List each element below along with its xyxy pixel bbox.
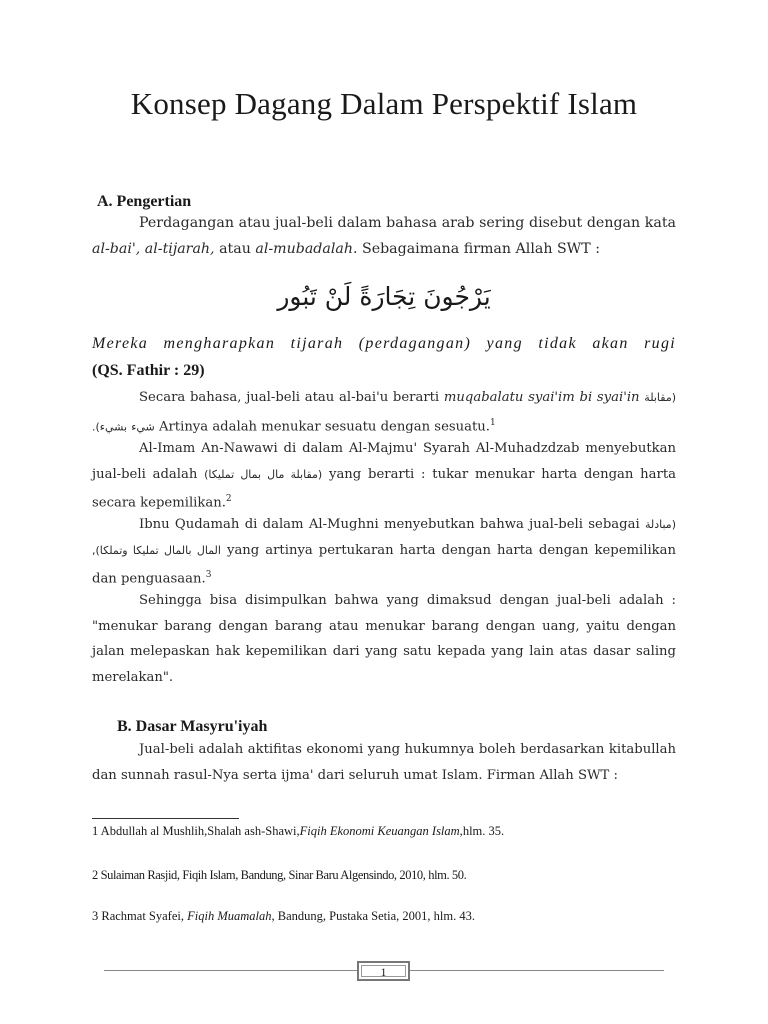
verse-translation: Mereka mengharapkan tijarah (perdagangan) yang tidak akan rugi (QS. Fathir : 29) — [92, 335, 676, 379]
page-title: Konsep Dagang Dalam Perspektif Islam — [130, 86, 638, 121]
page-number: 1 — [361, 965, 406, 977]
section-a-heading: A. Pengertian — [97, 193, 192, 210]
quran-verse-arabic: يَرْجُونَ تِجَارَةً لَنْ تَبُور — [277, 282, 491, 311]
section-a-paragraph-5: Sehingga bisa disimpulkan bahwa yang dimaksud dengan jual-beli adalah : "menukar barang dengan barang atau menukar barang dengan uang, yaitu dengan jalan melepaskan hak kepemilikan dari yang satu kepada yang lain atas dasar saling merelakan". — [92, 593, 676, 685]
section-b-paragraph-1: Jual-beli adalah aktifitas ekonomi yang hukumnya boleh berdasarkan kitabullah dan sunnah rasul-Nya serta ijma' dari seluruh umat Islam. Firman Allah SWT : — [92, 742, 676, 783]
section-a-paragraph-4: Ibnu Qudamah di dalam Al-Mughni menyebutkan bahwa jual-beli sebagai (مبادلة المال بالمال تمليكا وتملكا), yang artinya pertukaran harta dengan harta dengan kepemilikan dan penguasaan.$^3$ — [92, 517, 677, 587]
footnote-ref-1: 1 — [489, 417, 496, 428]
section-b-heading: B. Dasar Masyru'iyah — [117, 718, 268, 735]
footnote-1: 1 Abdullah al Mushlih,Shalah ash-Shawi,Fiqih Ekonomi Keuangan Islam,hlm. 35. — [92, 824, 505, 838]
footnote-ref-3: 3 — [205, 570, 212, 581]
footnote-2: 2 Sulaiman Rasjid, Fiqih Islam, Bandung, Sinar Baru Algensindo, 2010, hlm. 50. — [92, 868, 467, 882]
footnote-separator — [92, 818, 239, 819]
footnote-ref-2: 2 — [225, 494, 232, 505]
footnote-3: 3 Rachmat Syafei, Fiqih Muamalah, Bandung, Pustaka Setia, 2001, hlm. 43. — [92, 909, 475, 923]
section-a-paragraph-2: Secara bahasa, jual-beli atau al-bai'u berarti muqabalatu syai'im bi syai'in (مقابلة شيء بشيء). Artinya adalah menukar sesuatu dengan sesuatu.$^1$ — [92, 390, 676, 434]
section-a-paragraph-1: Perdagangan atau jual-beli dalam bahasa arab sering disebut dengan kata al-bai', al-tijarah, atau al-mubadalah. Sebagaimana firman Allah SWT : — [92, 215, 676, 257]
page-number-box — [357, 961, 410, 981]
section-a-paragraph-3: Al-Imam An-Nawawi di dalam Al-Majmu' Syarah Al-Muhadzdzab menyebutkan jual-beli adalah (مقابلة مال بمال تمليكا) yang berarti : tukar menukar harta dengan harta secara kepemilikan.$^2$ — [92, 441, 676, 511]
